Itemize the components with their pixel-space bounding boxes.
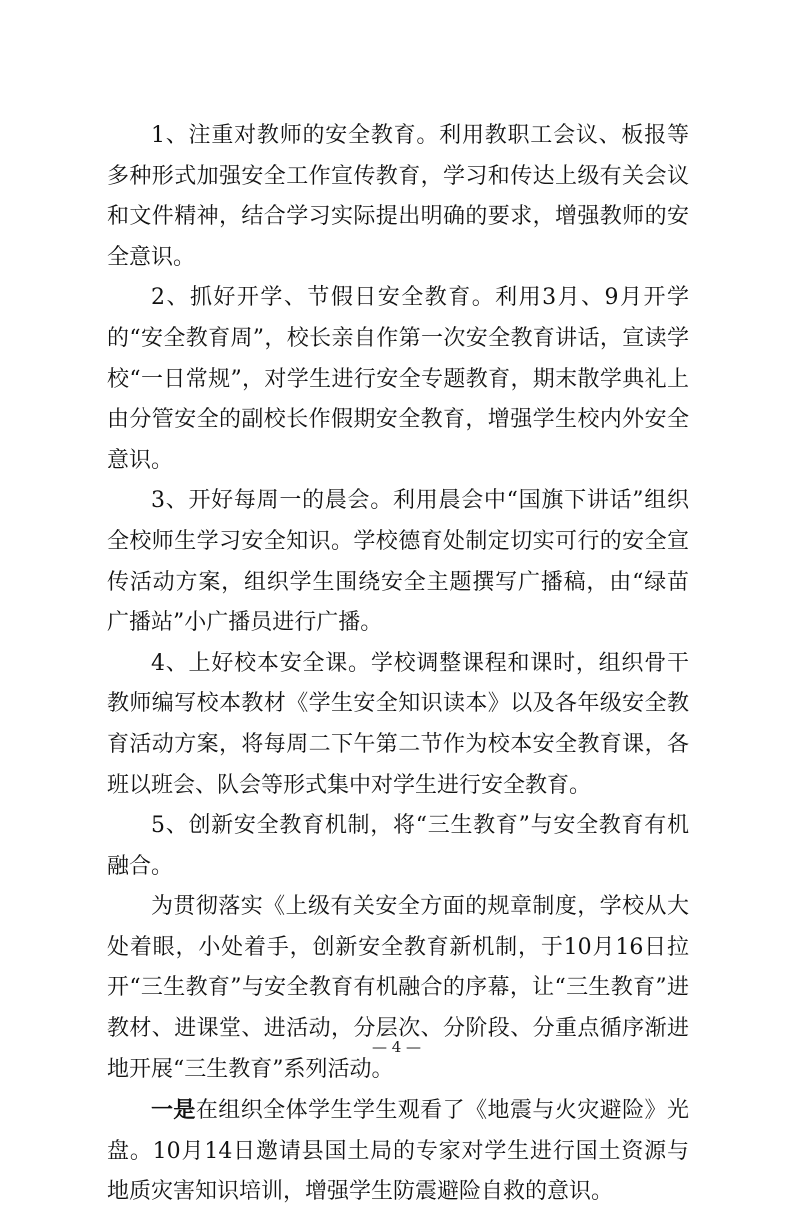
paragraph-4: 4、上好校本安全课。学校调整课程和课时，组织骨干教师编写校本教材《学生安全知识读本》以及各年级安全教育活动方案，将每周二下午第二节作为校本安全教育课，各班以班会、队会等形式集中对学生进行安全教育。 (107, 650, 689, 798)
paragraph-1: 1、注重对教师的安全教育。利用教职工会议、板报等多种形式加强安全工作宣传教育，学习和传达上级有关会议和文件精神，结合学习实际提出明确的要求，增强教师的安全意识。 (107, 123, 689, 270)
paragraph-7-text: 在组织全体学生学生观看了《地震与火灾避险》光盘。10月14日邀请县国土局的专家对学生进行国土资源与地质灾害知识培训，增强学生防震避险自救的意识。 (107, 1098, 689, 1205)
paragraph-7 (107, 1090, 689, 1213)
paragraph-6: 为贯彻落实《上级有关安全方面的规章制度，学校从大处着眼，小处着手，创新安全教育新机制，于10月16日拉开“三生教育”与安全教育有机融合的序幕，让“三生教育”进教材、进课堂、进活动，分层次、分阶段、分重点循序渐进地开展“三生教育”系列活动。 (107, 894, 689, 1082)
page-number: — 4 — (371, 1038, 422, 1056)
paragraph-7-lead: 一是 (151, 1097, 196, 1124)
paragraph-3: 3、开好每周一的晨会。利用晨会中“国旗下讲话”组织全校师生学习安全知识。学校德育处制定切实可行的安全宣传活动方案，组织学生围绕安全主题撰写广播稿，由“绿苗广播站”小广播员进行广播。 (107, 488, 689, 636)
paragraph-2: 2、抓好开学、节假日安全教育。利用3月、9月开学的“安全教育周”，校长亲自作第一次安全教育讲话，宣读学校“一日常规”，对学生进行安全专题教育，期末散学典礼上由分管安全的副校长作假期安全教育，增强学生校内外安全意识。 (107, 285, 689, 473)
paragraph-5: 5、创新安全教育机制，将“三生教育”与安全教育有机融合。 (107, 813, 689, 879)
